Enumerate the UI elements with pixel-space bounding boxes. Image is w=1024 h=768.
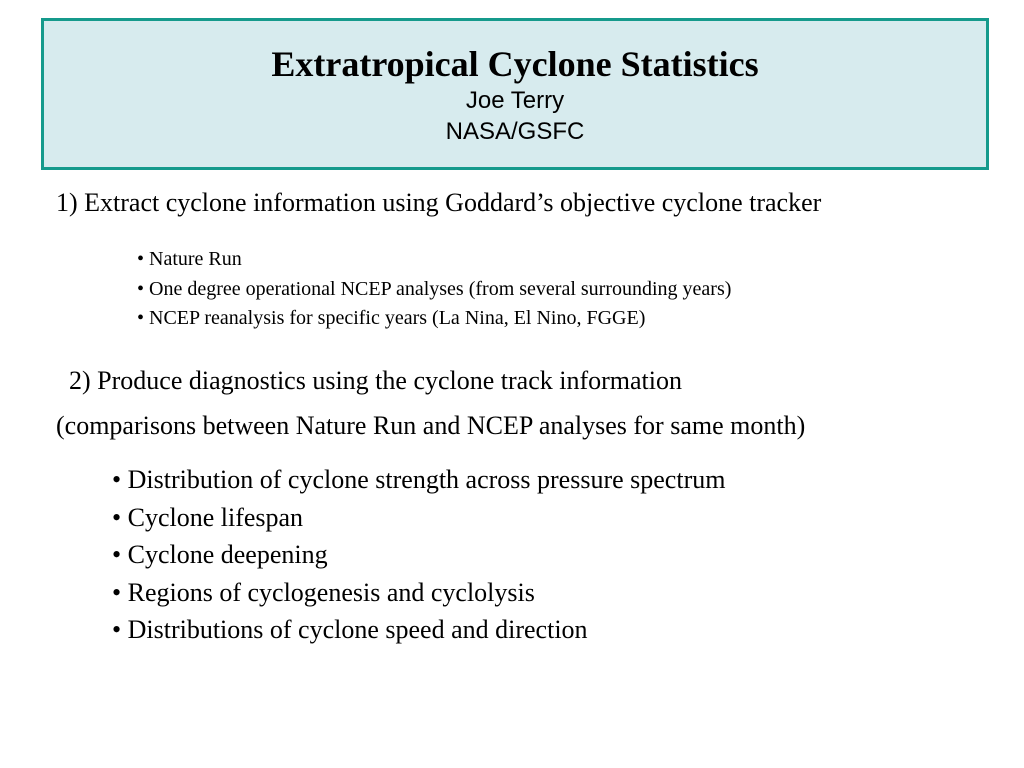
section2-subheading: (comparisons between Nature Run and NCEP analyses for same month) [56, 411, 806, 440]
author-name: Joe Terry [465, 87, 565, 114]
list-item: • Regions of cyclogenesis and cyclolysis [112, 577, 535, 607]
list-item: • Distributions of cyclone speed and direction [112, 615, 588, 644]
list-item: • Cyclone deepening [112, 540, 328, 569]
list-item: • NCEP reanalysis for specific years (La Nina, El Nino, FGGE) [137, 307, 646, 329]
section2-bullet-list [112, 461, 725, 649]
section1-heading: 1) Extract cyclone information using Goddard’s objective cyclone tracker [56, 188, 822, 217]
section1-bullet-list [137, 245, 731, 334]
list-item: • Distribution of cyclone strength across pressure spectrum [112, 465, 726, 494]
title-box [41, 18, 989, 170]
list-item: • One degree operational NCEP analyses (from several surrounding years) [137, 277, 732, 300]
section2-heading: 2) Produce diagnostics using the cyclone track information [69, 366, 683, 395]
list-item: • Cyclone lifespan [112, 502, 304, 532]
list-item: • Nature Run [137, 248, 242, 270]
slide-title: Extratropical Cyclone Statistics [271, 44, 759, 84]
author-affiliation: NASA/GSFC [445, 118, 585, 145]
